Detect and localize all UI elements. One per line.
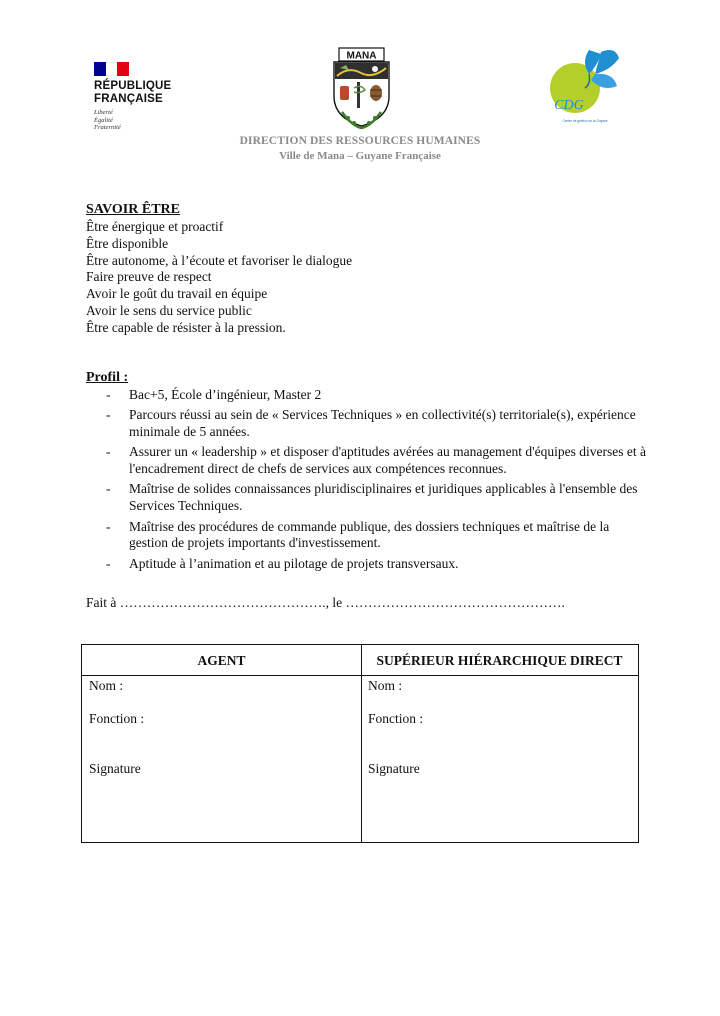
cdg-label: CDG: [554, 98, 584, 113]
cdg-logo-icon: [545, 44, 625, 126]
direction-title: DIRECTION DES RESSOURCES HUMAINES: [239, 135, 481, 147]
agent-fonction-label: Fonction :: [89, 711, 145, 726]
profil-item-text: Bac+5, École d’ingénieur, Master 2: [129, 387, 322, 402]
profil-item: [86, 444, 646, 478]
bullet-dash: -: [106, 518, 111, 534]
profil-title: Profil :: [86, 370, 129, 385]
profil-item-text: Parcours réussi au sein de « Services Techniques » en collectivité(s) territoriale(s), expérience minimale de 5 années.: [129, 407, 636, 440]
profil-item-text: Assurer un « leadership » et disposer d'aptitudes avérées au management d'équipes diverses et à l'encadrement direct de chefs de services aux compétences reconnues.: [129, 444, 646, 477]
savoir-etre-item: Avoir le sens du service public: [86, 302, 252, 318]
savoir-etre-item: Être capable de résister à la pression.: [86, 319, 286, 335]
superieur-fonction-label: Fonction :: [368, 711, 424, 726]
crest-label: MANA: [346, 50, 377, 62]
agent-header: AGENT: [82, 645, 361, 676]
savoir-etre-item: Avoir le goût du travail en équipe: [86, 286, 268, 302]
profil-item-text: Maîtrise de solides connaissances pluridisciplinaires et juridiques applicables à l'ensemble des Services Techniques.: [129, 481, 638, 514]
bullet-dash: -: [106, 407, 111, 423]
bullet-dash: -: [106, 387, 111, 402]
profil-item-text: Maîtrise des procédures de commande publique, des dossiers techniques et maîtrise de la gestion de projets importants d'investissement.: [129, 518, 610, 551]
republique-motto: [94, 109, 204, 132]
profil-item: [86, 556, 646, 573]
profil-list: [86, 387, 646, 576]
profil-item: [86, 407, 646, 441]
superieur-signature-label: Signature: [368, 761, 420, 776]
savoir-etre-item: Être autonome, à l’écoute et favoriser le dialogue: [86, 252, 353, 268]
savoir-etre-title: SAVOIR ÊTRE: [86, 202, 180, 217]
republique-francaise-logo: [94, 62, 204, 132]
agent-signature-label: Signature: [89, 761, 141, 776]
bullet-dash: -: [106, 481, 111, 497]
savoir-etre-list: [86, 219, 352, 337]
profil-item: [86, 519, 646, 553]
savoir-etre-item: Être énergique et proactif: [86, 219, 224, 234]
superieur-nom-label: Nom :: [368, 678, 403, 693]
superieur-column: [361, 645, 638, 842]
mana-coat-of-arms-icon: [328, 46, 395, 134]
republique-line-2: FRANÇAISE: [94, 92, 163, 105]
signature-table: [81, 644, 639, 843]
savoir-etre-item: Être disponible: [86, 235, 169, 251]
republique-line-1: RÉPUBLIQUE: [94, 80, 172, 92]
agent-nom-label: Nom :: [89, 678, 124, 693]
bullet-dash: -: [106, 555, 111, 571]
fait-a-line: Fait à ………………………………………., le ………………………………………….: [86, 595, 565, 610]
profil-item-text: Aptitude à l’animation et au pilotage de projets transversaux.: [129, 555, 459, 571]
bullet-dash: -: [106, 444, 111, 460]
french-flag-icon: [94, 62, 129, 76]
savoir-etre-item: Faire preuve de respect: [86, 269, 212, 285]
agent-column: [82, 645, 362, 842]
profil-item: [86, 481, 646, 515]
direction-subtitle: Ville de Mana – Guyane Française: [279, 150, 441, 162]
profil-item: [86, 387, 646, 404]
motto-fraternite: Fraternité: [94, 124, 121, 131]
cdg-caption: Centre de gestion de la Guyane: [562, 119, 608, 123]
motto-egalite: Égalité: [94, 116, 113, 124]
superieur-header: SUPÉRIEUR HIÉRARCHIQUE DIRECT: [361, 645, 638, 676]
motto-liberte: Liberté: [94, 109, 113, 116]
